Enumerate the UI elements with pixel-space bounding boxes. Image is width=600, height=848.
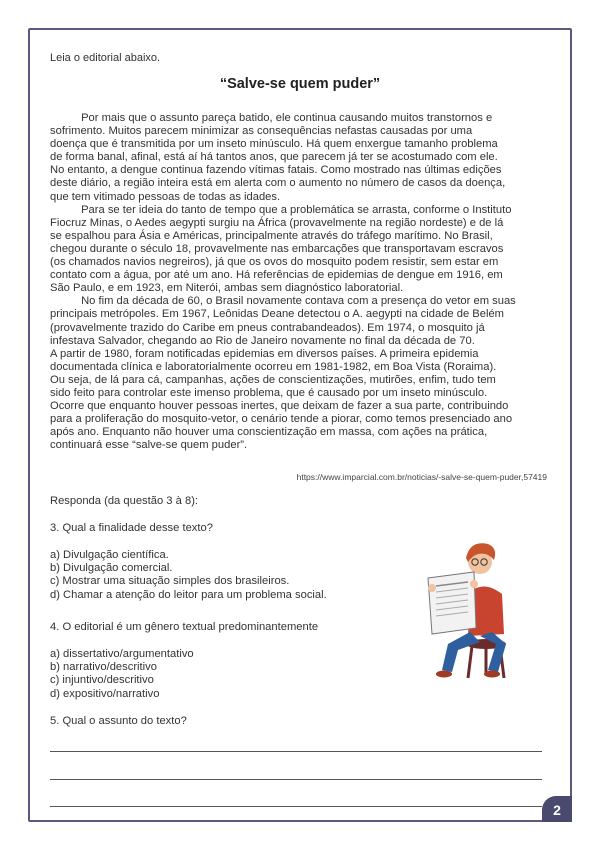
article-line: contato com a água, por até um ano. Há referências de epidemias de dengue em 1916, em: [50, 269, 503, 282]
article-line: No fim da década de 60, o Brasil novamente contava com a presença do vetor em suas: [50, 295, 516, 308]
option-a: a) dissertativo/argumentativo: [50, 648, 194, 660]
option-c: c) Mostrar uma situação simples dos brasileiros.: [50, 575, 290, 588]
source-link: https://www.imparcial.com.br/noticias/-salve-se-quem-puder,57419: [296, 472, 547, 482]
article-line: sido feito para controlar este imenso problema, que é causado por um inseto minúsculo.: [50, 386, 488, 399]
article-line: A partir de 1980, foram notificadas epidemias em diversos países. A primeira epidemia: [50, 347, 479, 360]
option-b: b) Divulgação comercial.: [50, 562, 173, 575]
question-4: 4. O editorial é um gênero textual predominantemente: [50, 621, 319, 633]
option-b: b) narrativo/descritivo: [50, 661, 157, 674]
article-line: continuará esse “salve-se quem puder”.: [50, 439, 248, 452]
boy-reading-newspaper-illustration: [418, 532, 530, 682]
article-line: Para se ter ideia do tanto de tempo que a problemática se arrasta, conforme o Instituto: [50, 203, 512, 216]
article-line: São Paulo, e em 1923, em Niterói, ambas sem diagnóstico laboratorial.: [50, 282, 404, 295]
article-line: documentada clínica e laboratorialmente ocorreu em 1981-1982, em Boa Vista (Roraima).: [50, 360, 497, 373]
article-line: Por mais que o assunto pareça batido, ele continua causando muitos transtornos e: [50, 112, 493, 124]
article-line: chegou durante o século 18, provavelmente nas embarcações que transportavam escravos: [50, 242, 504, 255]
article-line: Ou seja, de lá para cá, campanhas, ações de conscientizações, mutirões, enfim, tudo tem: [50, 373, 496, 386]
article-line: após ano. Enquanto não houver uma conscientização em massa, com ações na prática,: [50, 426, 488, 439]
option-a: a) Divulgação científica.: [50, 549, 169, 561]
article-line: (os chamados navios negreiros), já que os ovos do mosquito podem resistir, sem estar em: [50, 256, 499, 269]
article-line: doença que é transmitida por um inseto minúsculo. Há quem enxergue tamanho problema: [50, 138, 498, 151]
editorial-body: [50, 112, 556, 452]
article-line: deste diário, a região inteira está em alerta com o aumento no número de casos da doença,: [50, 177, 506, 190]
article-line: Fiocruz Minas, o Aedes aegypti surgiu na África (provavelmente na região nordeste) e de lá: [50, 216, 504, 229]
article-line: se espalhou para Ásia e Américas, principalmente através do tráfego marítimo. No Brasil,: [50, 229, 493, 242]
answer-line[interactable]: [50, 806, 542, 807]
article-line: que tem vitimado pessoas de todas as idades.: [50, 190, 281, 203]
article-line: No entanto, a dengue continua fazendo vítimas fatais. Como mostrado nas últimas edições: [50, 164, 502, 177]
option-c: c) injuntivo/descritivo: [50, 674, 154, 687]
page-number-badge: 2: [542, 796, 572, 822]
question-3-options: [50, 549, 327, 602]
article-line: de forma banal, afinal, está aí há tantos anos, que parecem já ter se acostumado com ele.: [50, 151, 498, 164]
article-line: infestava Salvador, chegando ao Rio de Janeiro novamente no final da década de 70.: [50, 334, 475, 347]
option-d: d) expositivo/narrativo: [50, 687, 160, 700]
editorial-title: “Salve-se quem puder”: [219, 76, 381, 92]
article-line: Ocorre que enquanto houver pessoas inertes, que deixam de fazer a sua parte, contribuindo: [50, 400, 509, 413]
answer-line[interactable]: [50, 779, 542, 780]
question-5: 5. Qual o assunto do texto?: [50, 715, 187, 727]
article-line: sofrimento. Muitos parecem minimizar as consequências nefastas causadas por uma: [50, 125, 473, 138]
article-line: para a proliferação do mosquito-vetor, o cenário tende a piorar, como temos presenciado ano: [50, 413, 513, 426]
question-4-options: [50, 648, 194, 701]
option-d: d) Chamar a atenção do leitor para um problema social.: [50, 588, 327, 601]
article-line: principais metrópoles. Em 1967, Leônidas Deane detectou o A. aegypti na cidade de Belém: [50, 308, 505, 321]
answer-line[interactable]: [50, 751, 542, 752]
instructions: Responda (da questão 3 à 8):: [50, 495, 199, 507]
article-line: (provavelmente trazido do Caribe em pneus contrabandeados). Em 1974, o mosquito já: [50, 321, 485, 334]
question-3: 3. Qual a finalidade desse texto?: [50, 522, 213, 534]
intro-text: Leia o editorial abaixo.: [50, 52, 161, 64]
